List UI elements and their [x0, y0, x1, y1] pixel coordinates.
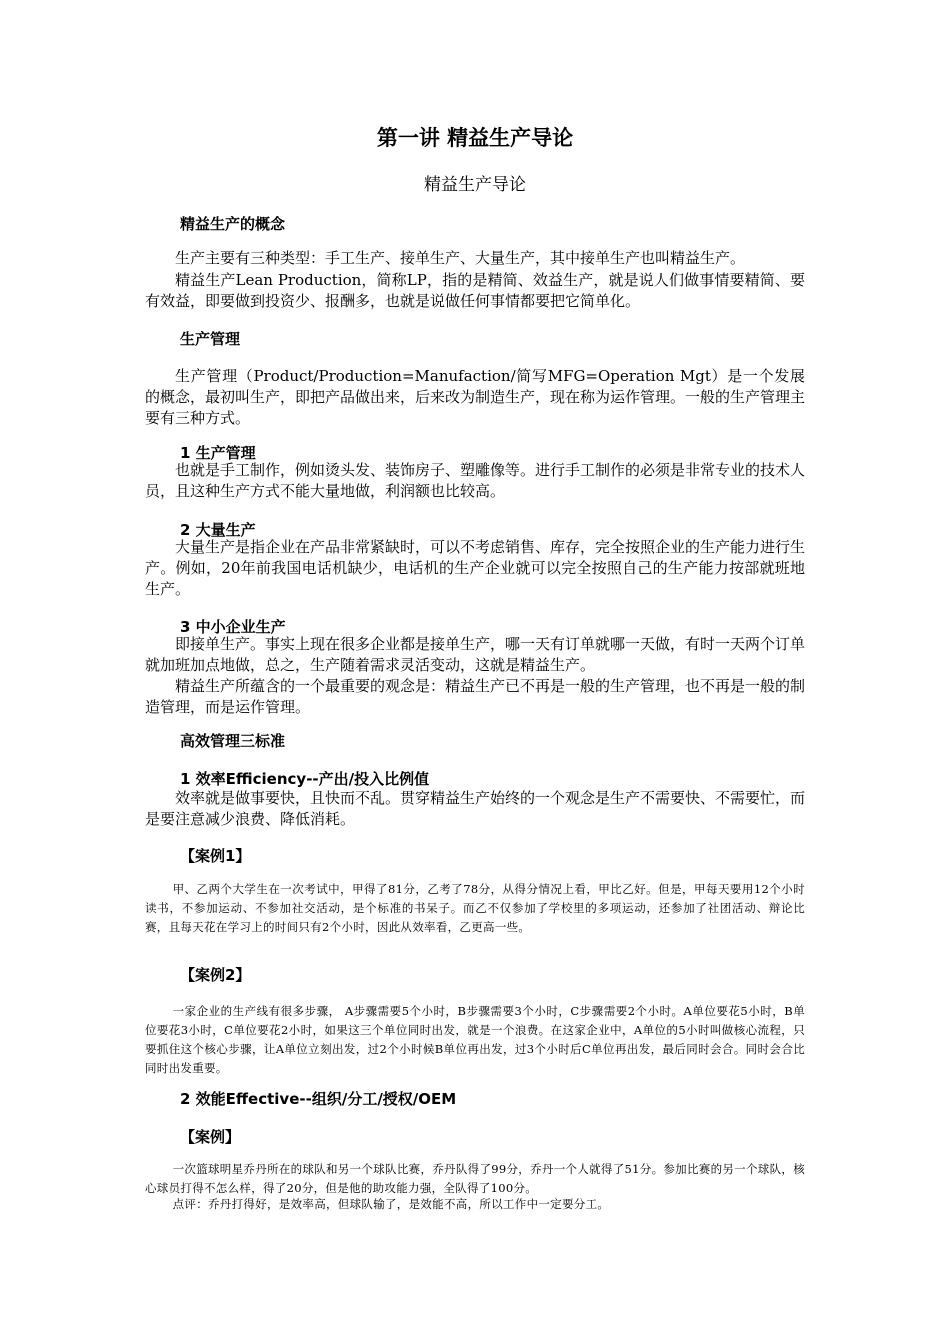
section-heading-standards: 高效管理三标准	[180, 732, 286, 750]
paragraph-production-types: 生产主要有三种类型：手工生产、接单生产、大量生产，其中接单生产也叫精益生产。	[175, 249, 746, 267]
document-title: 第一讲 精益生产导论	[376, 126, 574, 150]
document-subtitle: 精益生产导论	[424, 175, 526, 195]
case-1-title: 【案例1】	[180, 847, 251, 865]
paragraph-lean-concept: 精益生产所蕴含的一个最重要的观念是：精益生产已不再是一般的生产管理，也不再是一般的制造管理，而是运作管理。	[145, 677, 806, 716]
case-3-text: 一次篮球明星乔丹所在的球队和另一个球队比赛，乔丹队得了99分，乔丹一个人就得了51分。参加比赛的另一个球队，核心球员打得不怎么样，得了20分，但是他的助攻能力强，全队得了100分。	[145, 1162, 805, 1195]
paragraph-manual: 也就是手工制作，例如烫头发、装饰房子、塑雕像等。进行手工制作的必须是非常专业的技术人员，且这种生产方式不能大量地做，利润额也比较高。	[145, 461, 806, 500]
paragraph-efficiency: 效率就是做事要快，且快而不乱。贯穿精益生产始终的一个观念是生产不需要快、不需要忙，而是要注意减少浪费、降低消耗。	[145, 789, 806, 828]
case-2-text: 一家企业的生产线有很多步骤， A步骤需要5个小时，B步骤需要3个小时，C步骤需要2个小时。A单位要花5小时，B单位要花3小时，C单位要花2小时，如果这三个单位同时出发，就是一个浪费。在这家企业中，A单位的5小时叫做核心流程，只要抓住这个核心步骤，让A单位立刻出发，过2个小时候B单位再出发，过3个小时后C单位再出发，最后同时会合。同时会合比同时出发重要。	[145, 1004, 805, 1075]
section-heading-concept: 精益生产的概念	[180, 215, 286, 233]
section-heading-effectiveness: 2 效能Effective--组织/分工/授权/OEM	[180, 1090, 457, 1108]
case-1-text: 甲、乙两个大学生在一次考试中，甲得了81分，乙考了78分，从得分情况上看，甲比乙好。但是，甲每天要用12个小时读书，不参加运动、不参加社交活动，是个标准的书呆子。而乙不仅参加了学校里的多项运动，还参加了社团活动、辩论比赛，且每天花在学习上的时间只有2个小时，因此从效率看，乙更高一些。	[145, 882, 805, 934]
section-heading-sme: 3 中小企业生产	[180, 618, 286, 636]
paragraph-mass: 大量生产是指企业在产品非常紧缺时，可以不考虑销售、库存，完全按照企业的生产能力进行生产。例如，20年前我国电话机缺少，电话机的生产企业就可以完全按照自己的生产能力按部就班地生产。	[145, 538, 806, 598]
case-2-title: 【案例2】	[180, 966, 251, 984]
section-heading-mass: 2 大量生产	[180, 521, 256, 539]
section-heading-efficiency: 1 效率Efficiency--产出/投入比例值	[180, 770, 430, 788]
paragraph-sme: 即接单生产。事实上现在很多企业都是接单生产，哪一天有订单就哪一天做，有时一天两个订单就加班加点地做，总之，生产随着需求灵活变动，这就是精益生产。	[145, 635, 806, 674]
section-heading-manual: 1 生产管理	[180, 444, 256, 462]
paragraph-lean-definition: 精益生产Lean Production，简称LP，指的是精简、效益生产，就是说人们做事情要精简、要有效益，即要做到投资少、报酬多，也就是说做任何事情都要把它简单化。	[145, 271, 805, 310]
case-3-comment: 点评：乔丹打得好，是效率高，但球队输了，是效能不高，所以工作中一定要分工。	[172, 1197, 610, 1211]
case-3-title: 【案例】	[180, 1128, 241, 1146]
paragraph-production-management: 生产管理（Product/Production=Manufaction/简写MFG=Operation Mgt）是一个发展的概念，最初叫生产，即把产品做出来，后来改为制造生产，现在称为运作管理。一般的生产管理主要有三种方式。	[145, 367, 806, 427]
section-heading-production-management: 生产管理	[180, 330, 241, 348]
